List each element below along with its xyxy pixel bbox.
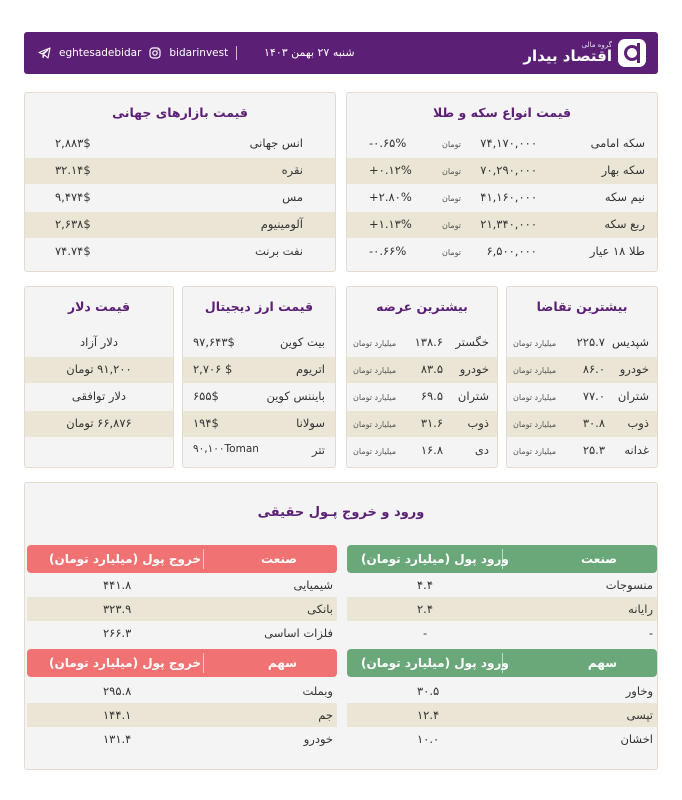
symbol-value: ۱۶.۸	[420, 443, 443, 457]
table-row	[347, 384, 497, 410]
header-bar	[24, 32, 658, 74]
table-row	[27, 573, 337, 597]
market-price: ۷۴.۷۴$	[55, 244, 91, 258]
market-price: ۳۲.۱۴$	[55, 163, 91, 177]
unit-label: تومان	[442, 167, 461, 176]
industry-name: رایانه	[628, 602, 653, 616]
symbol-value: ۶۹.۵	[420, 389, 443, 403]
inflow-value: ۲.۴	[417, 602, 434, 616]
outflow-value: ۱۳۱.۴	[103, 732, 132, 746]
table-row	[183, 330, 335, 356]
outflow-value: ۲۹۵.۸	[103, 684, 132, 698]
symbol-value: ۲۲۵.۷	[576, 335, 605, 349]
industry-name: بانکی	[307, 602, 333, 616]
coin-name: سکه امامی	[590, 136, 645, 150]
crypto-panel	[182, 286, 336, 468]
table-row	[347, 357, 497, 383]
symbol-value: ۷۷.۰	[582, 389, 605, 403]
crypto-name: تتر	[311, 443, 325, 457]
market-price: ۲,۶۳۸$	[55, 217, 91, 231]
instagram-icon[interactable]	[149, 47, 161, 59]
table-row	[347, 679, 657, 703]
report-date: شنبه ۲۷ بهمن ۱۴۰۳	[264, 46, 355, 59]
panel-title: بیشترین عرضه	[376, 299, 468, 314]
stock-name: وبملت	[302, 684, 333, 698]
stock-name: اخشان	[620, 732, 653, 746]
symbol-value: ۱۳۸.۶	[414, 335, 443, 349]
table-row	[347, 212, 657, 238]
unit-label: میلیارد تومان	[513, 366, 557, 375]
table-row	[507, 438, 657, 464]
column-header: خروج پول (میلیارد تومان)	[49, 656, 202, 670]
crypto-price: ۹۰,۱۰۰Toman	[193, 443, 259, 455]
column-header: سهم	[587, 656, 617, 670]
header-divider	[203, 653, 204, 673]
table-row	[25, 158, 335, 184]
column-header: ورود پول (میلیارد تومان)	[361, 656, 509, 670]
symbol-value: ۸۶.۰	[582, 362, 605, 376]
table-row	[25, 239, 335, 265]
symbol-value: ۳۰.۸	[582, 416, 605, 430]
table-row	[183, 357, 335, 383]
coin-price: ۷۴,۱۷۰,۰۰۰	[480, 136, 537, 150]
market-name: مس	[282, 190, 303, 204]
crypto-name: بایننس کوین	[266, 389, 325, 403]
unit-label: تومان	[442, 194, 461, 203]
social-links	[38, 46, 237, 60]
table-row	[27, 727, 337, 751]
stock-inflow-header	[347, 649, 657, 677]
crypto-name: سولانا	[296, 416, 325, 430]
table-row	[347, 158, 657, 184]
inflow-value: -	[423, 626, 428, 640]
industry-name: شیمیایی	[293, 578, 333, 592]
table-row	[347, 239, 657, 265]
coin-price: ۷۰,۲۹۰,۰۰۰	[480, 163, 537, 177]
table-row	[347, 330, 497, 356]
unit-label: تومان	[442, 221, 461, 230]
table-row	[183, 384, 335, 410]
market-name: آلومینیوم	[260, 217, 303, 231]
column-header: سهم	[267, 656, 297, 670]
industry-name: منسوجات	[605, 578, 653, 592]
panel-title: ورود و خروج پـول حقیقی	[257, 505, 425, 520]
stock-outflow-header	[27, 649, 337, 677]
table-row	[27, 621, 337, 645]
column-header: ورود پول (میلیارد تومان)	[361, 552, 509, 566]
inflow-value: ۱۰.۰	[417, 732, 440, 746]
table-row	[347, 411, 497, 437]
telegram-handle[interactable]: eghtesadebidar	[59, 47, 142, 59]
dollar-price: ۶۶,۸۷۶ تومان	[66, 416, 132, 430]
list-item	[25, 384, 173, 410]
table-row	[347, 597, 657, 621]
table-row	[347, 131, 657, 157]
dollar-price: ۹۱,۲۰۰ تومان	[66, 362, 132, 376]
inflow-value: ۴.۴	[417, 578, 434, 592]
panel-title: قیمت بازارهای جهانی	[112, 105, 248, 120]
crypto-price: ۶۵۵$	[193, 389, 219, 403]
crypto-name: بیت کوین	[280, 335, 325, 349]
industry-inflow-header	[347, 545, 657, 573]
column-header: صنعت	[261, 552, 297, 566]
coin-change: -۰.۶۶%	[369, 244, 407, 258]
coin-name: طلا ۱۸ عیار	[589, 244, 645, 258]
coin-name: سکه بهار	[601, 163, 645, 177]
table-row	[25, 131, 335, 157]
table-row	[347, 621, 657, 645]
table-row	[25, 185, 335, 211]
money-flow-panel	[24, 482, 658, 770]
panel-title: قیمت انواع سکه و طلا	[432, 105, 572, 120]
inflow-value: ۳۰.۵	[417, 684, 440, 698]
coin-name: ربع سکه	[604, 217, 645, 231]
panel-title: قیمت ارز دیجیتال	[204, 299, 314, 314]
header-divider	[203, 549, 204, 569]
symbol-name: خودرو	[619, 362, 649, 376]
list-item	[25, 411, 173, 437]
dollar-label: دلار توافقی	[71, 389, 127, 403]
coin-gold-panel	[346, 92, 658, 272]
symbol-value: ۳۱.۶	[420, 416, 443, 430]
unit-label: میلیارد تومان	[513, 393, 557, 402]
table-row	[347, 727, 657, 751]
stock-name: خودرو	[303, 732, 333, 746]
coin-change: +۱.۱۳%	[369, 217, 412, 231]
coin-price: ۲۱,۳۴۰,۰۰۰	[480, 217, 537, 231]
symbol-name: خگستر	[455, 335, 489, 349]
top-demand-panel	[506, 286, 658, 468]
outflow-value: ۲۶۶.۳	[103, 626, 132, 640]
table-row	[347, 703, 657, 727]
coin-name: نیم سکه	[604, 190, 645, 204]
market-price: ۲,۸۸۳$	[55, 136, 91, 150]
symbol-name: دی	[474, 443, 489, 457]
coin-price: ۶,۵۰۰,۰۰۰	[486, 244, 537, 258]
outflow-value: ۱۴۴.۱	[103, 708, 132, 722]
list-item	[25, 330, 173, 356]
crypto-name: اتریوم	[295, 362, 325, 376]
crypto-price: ۱۹۴$	[193, 416, 219, 430]
symbol-name: ذوب	[627, 416, 649, 430]
table-row	[507, 384, 657, 410]
dollar-panel	[24, 286, 174, 468]
column-header: خروج پول (میلیارد تومان)	[49, 552, 202, 566]
table-row	[27, 703, 337, 727]
logo-title: اقتصاد بیدار	[523, 47, 612, 65]
header-divider	[236, 46, 237, 60]
symbol-name: شپدیس	[611, 335, 649, 349]
stock-name: وخاور	[625, 684, 653, 698]
market-name: نفت برنت	[254, 244, 303, 258]
crypto-price: ۹۷,۶۴۳$	[193, 335, 235, 349]
panel-title: بیشترین تقاضا	[536, 299, 628, 314]
list-item	[25, 357, 173, 383]
unit-label: میلیارد تومان	[513, 447, 557, 456]
stock-name: جم	[318, 708, 333, 722]
logo-subtitle: گروه مالی	[581, 41, 612, 49]
industry-outflow-header	[27, 545, 337, 573]
table-row	[27, 597, 337, 621]
unit-label: تومان	[442, 248, 461, 257]
outflow-value: ۴۴۱.۸	[103, 578, 132, 592]
market-name: انس جهانی	[249, 136, 303, 150]
coin-change: -۰.۶۵%	[369, 136, 407, 150]
dollar-label: دلار آزاد	[80, 335, 118, 349]
table-row	[183, 411, 335, 437]
industry-name: فلزات اساسی	[264, 626, 333, 640]
column-header: صنعت	[581, 552, 617, 566]
symbol-name: خودرو	[459, 362, 489, 376]
table-row	[507, 411, 657, 437]
symbol-name: ذوب	[467, 416, 489, 430]
table-row	[183, 438, 335, 464]
symbol-name: شتران	[617, 389, 649, 403]
table-row	[347, 185, 657, 211]
telegram-icon[interactable]	[38, 47, 51, 59]
table-row	[507, 330, 657, 356]
unit-label: میلیارد تومان	[513, 339, 557, 348]
unit-label: میلیارد تومان	[353, 447, 397, 456]
panel-title: قیمت دلار	[67, 299, 131, 314]
instagram-handle[interactable]: bidarinvest	[169, 47, 229, 59]
unit-label: میلیارد تومان	[513, 420, 557, 429]
coin-change: +۲.۸۰%	[369, 190, 412, 204]
market-price: ۹,۴۷۴$	[55, 190, 91, 204]
outflow-value: ۳۲۳.۹	[103, 602, 132, 616]
symbol-name: شتران	[457, 389, 489, 403]
symbol-name: غدانه	[624, 443, 649, 457]
coin-change: +۰.۱۲%	[369, 163, 412, 177]
table-row	[507, 357, 657, 383]
brand-logo[interactable]	[523, 38, 646, 68]
unit-label: میلیارد تومان	[353, 339, 397, 348]
table-row	[25, 212, 335, 238]
coin-price: ۴۱,۱۶۰,۰۰۰	[480, 190, 537, 204]
symbol-value: ۲۵.۳	[582, 443, 605, 457]
top-supply-panel	[346, 286, 498, 468]
unit-label: تومان	[442, 140, 461, 149]
logo-icon	[618, 39, 646, 67]
unit-label: میلیارد تومان	[353, 420, 397, 429]
unit-label: میلیارد تومان	[353, 393, 397, 402]
inflow-value: ۱۲.۴	[417, 708, 440, 722]
market-name: نقره	[281, 163, 303, 177]
table-row	[27, 679, 337, 703]
industry-name: -	[648, 626, 653, 640]
stock-name: تپسی	[626, 708, 653, 722]
crypto-price: ۲,۷۰۶ $	[193, 362, 233, 376]
global-markets-panel	[24, 92, 336, 272]
unit-label: میلیارد تومان	[353, 366, 397, 375]
table-row	[347, 438, 497, 464]
symbol-value: ۸۳.۵	[420, 362, 443, 376]
table-row	[347, 573, 657, 597]
